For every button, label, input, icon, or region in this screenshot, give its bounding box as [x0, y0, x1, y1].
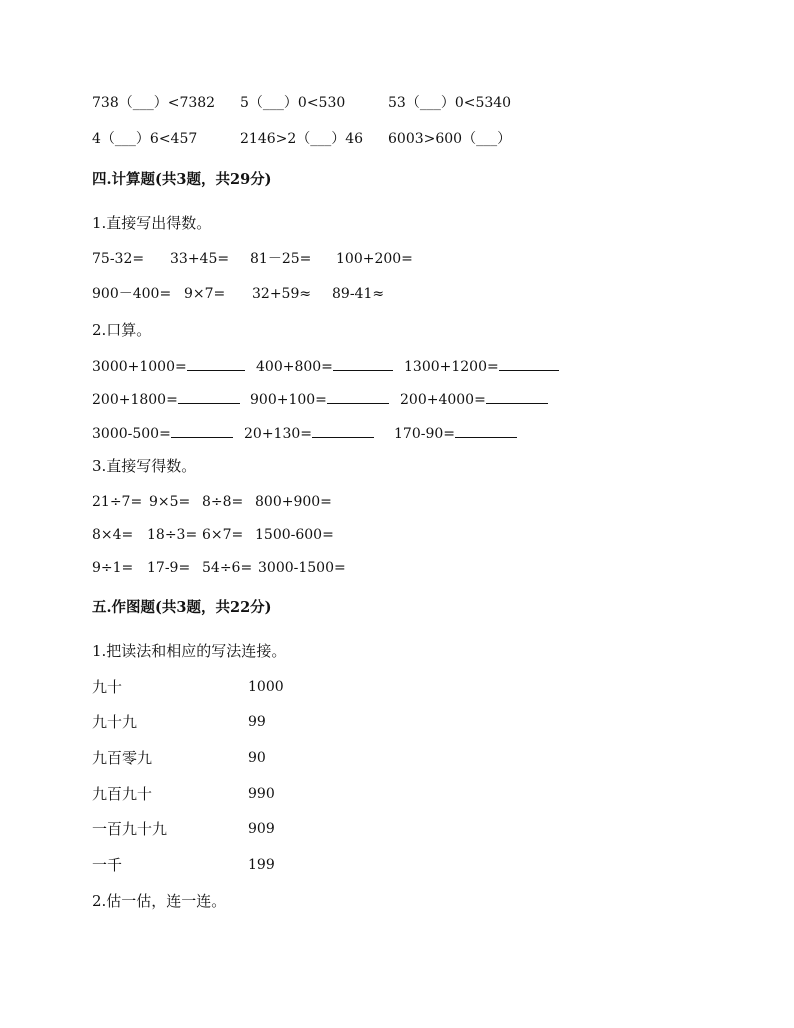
calc-item: 21÷7=	[92, 494, 143, 510]
oral-calc-item: 3000-500=	[92, 423, 233, 444]
answer-blank[interactable]	[178, 389, 240, 404]
calc-item: 9÷1=	[92, 560, 134, 576]
calc-item: 81－25=	[250, 251, 312, 267]
section-heading: 五.作图题(共3题，共22分)	[92, 599, 272, 616]
oral-calc-item: 200+4000=	[400, 389, 548, 410]
oral-calc-item: 1300+1200=	[404, 356, 559, 377]
reading-item[interactable]: 九十	[92, 678, 123, 696]
answer-blank[interactable]	[499, 356, 559, 371]
oral-calc-item: 20+130=	[244, 423, 374, 444]
number-item[interactable]: 90	[248, 750, 266, 766]
answer-blank[interactable]	[455, 423, 517, 438]
reading-item[interactable]: 九百九十	[92, 785, 153, 803]
reading-item[interactable]: 一千	[92, 856, 123, 874]
calc-item: 100+200=	[336, 251, 413, 267]
number-item[interactable]: 909	[248, 821, 275, 837]
reading-item[interactable]: 九百零九	[92, 749, 153, 767]
section-heading: 四.计算题(共3题，共29分)	[92, 171, 272, 188]
number-item[interactable]: 99	[248, 714, 266, 730]
answer-blank[interactable]	[333, 356, 393, 371]
number-item[interactable]: 199	[248, 857, 275, 873]
calc-item: 8×4=	[92, 527, 134, 543]
answer-blank[interactable]	[327, 389, 389, 404]
calc-item: 800+900=	[255, 494, 332, 510]
calc-item: 89-41≈	[332, 286, 385, 302]
calc-item: 17-9=	[147, 560, 191, 576]
compare-item: 6003>600（___）	[388, 131, 512, 147]
reading-item[interactable]: 一百九十九	[92, 820, 168, 838]
question-title: 3.直接写得数。	[92, 457, 197, 475]
number-item[interactable]: 990	[248, 786, 275, 802]
answer-blank[interactable]	[171, 423, 233, 438]
oral-calc-item: 400+800=	[256, 356, 393, 377]
answer-blank[interactable]	[312, 423, 374, 438]
calc-item: 75-32=	[92, 251, 145, 267]
compare-item: 2146>2（___）46	[240, 131, 364, 147]
oral-calc-item: 200+1800=	[92, 389, 240, 410]
calc-item: 6×7=	[202, 527, 244, 543]
answer-blank[interactable]	[187, 356, 245, 371]
calc-item: 18÷3=	[147, 527, 198, 543]
answer-blank[interactable]	[486, 389, 548, 404]
calc-item: 54÷6=	[202, 560, 253, 576]
calc-item: 8÷8=	[202, 494, 244, 510]
compare-item: 53（___）0<5340	[388, 95, 512, 111]
question-title: 1.直接写出得数。	[92, 214, 212, 232]
calc-item: 9×5=	[149, 494, 191, 510]
question-title: 2.口算。	[92, 321, 152, 339]
compare-item: 4（___）6<457	[92, 131, 198, 147]
oral-calc-item: 3000+1000=	[92, 356, 245, 377]
oral-calc-item: 900+100=	[250, 389, 389, 410]
calc-item: 1500-600=	[255, 527, 334, 543]
question-title: 1.把读法和相应的写法连接。	[92, 642, 287, 660]
oral-calc-item: 170-90=	[394, 423, 517, 444]
calc-item: 900－400=	[92, 286, 172, 302]
compare-item: 738（___）<7382	[92, 95, 216, 111]
number-item[interactable]: 1000	[248, 679, 284, 695]
question-title: 2.估一估，连一连。	[92, 892, 227, 910]
calc-item: 9×7=	[184, 286, 226, 302]
calc-item: 32+59≈	[252, 286, 312, 302]
calc-item: 3000-1500=	[258, 560, 346, 576]
reading-item[interactable]: 九十九	[92, 713, 138, 731]
compare-item: 5（___）0<530	[240, 95, 346, 111]
calc-item: 33+45=	[170, 251, 230, 267]
